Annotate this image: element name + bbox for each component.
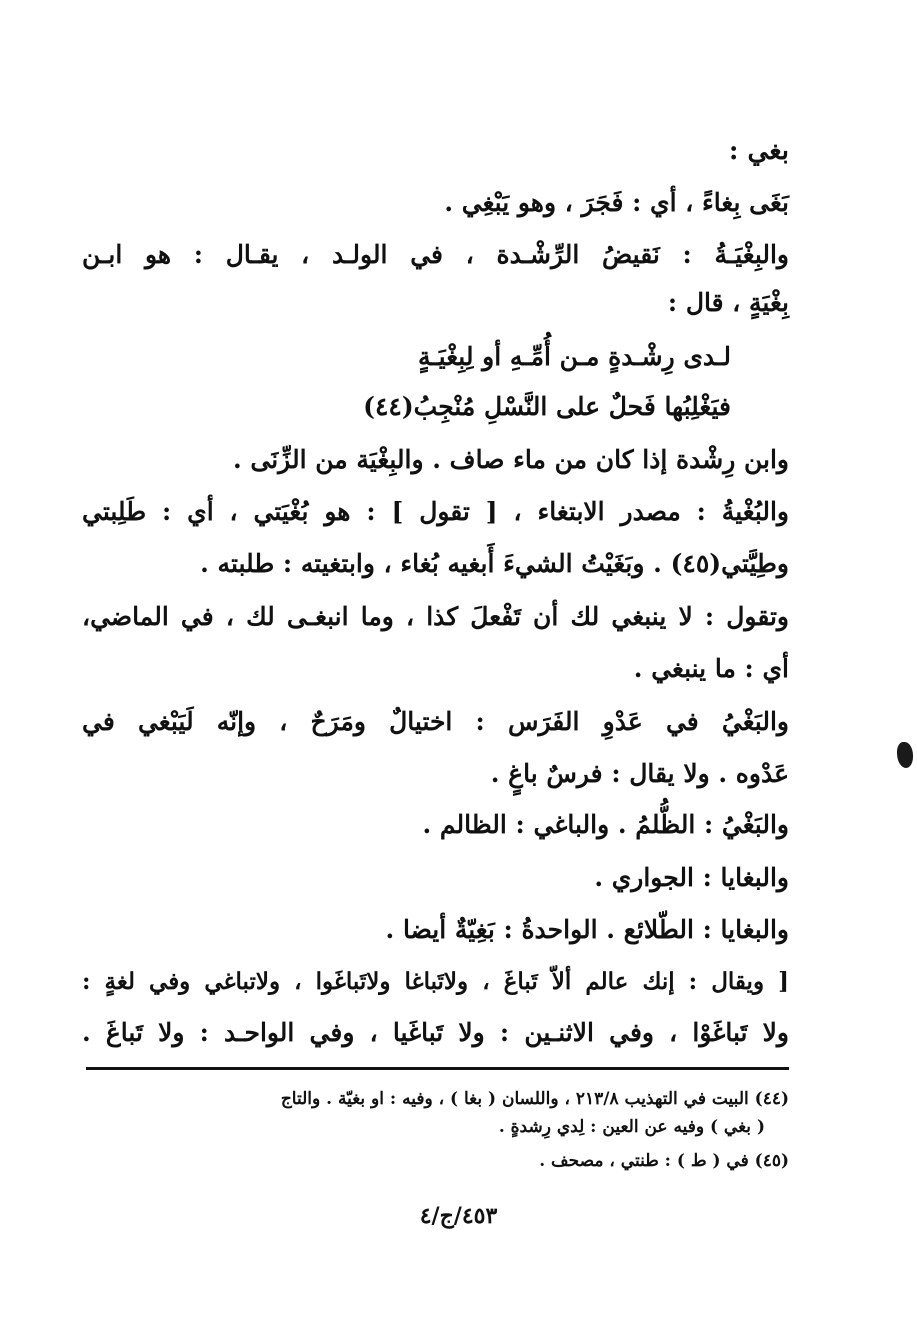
- paragraph-line: والبَغْيُ : الظُّلمُ . والباغي : الظالم .: [422, 810, 789, 839]
- page-number: ٤٥٣/ج/٤: [419, 1203, 498, 1229]
- paragraph-line: أي : ما ينبغي .: [633, 654, 789, 683]
- footnote: ( بغي ) وفيه عن العين : لِدي رِشدةٍ .: [498, 1117, 765, 1137]
- paragraph-line: والبُغْيةُ : مصدر الابتغاء ، [ تقول ] : هو بُغْيَتي ، أي : طَلِبتي: [82, 497, 789, 526]
- paragraph-line: بَغَى بِغاءً ، أي : فَجَرَ ، وهو يَبْغِي .: [444, 188, 789, 217]
- paragraph-line: وطِيَّتي(٤٥) . وبَغَيْتُ الشيءَ أَبغيه بُغاء ، وابتغيته : طلبته .: [200, 549, 789, 578]
- paragraph-line: عَدْوه . ولا يقال : فرسٌ باغٍ .: [490, 759, 789, 788]
- ink-smudge: [897, 742, 913, 768]
- footnote-divider: [86, 1067, 789, 1070]
- paragraph-line: وابن رِشْدة إذا كان من ماء صاف . والبِغْيَة من الزِّنَى .: [232, 445, 789, 474]
- paragraph-line: [ ويقال : إنك عالم ألاّ تَباغَ ، ولاتَباغا ولاتَباغَوا ، ولاتباغي وفي لغةٍ :: [82, 968, 789, 995]
- entry-heading: بغي :: [728, 136, 789, 166]
- poem-verse-second-hemistich: فيَغْلِبُها فَحلٌ على النَّسْلِ مُنْجِبُ(٤٤): [363, 392, 731, 421]
- paragraph-line: والبغايا : الطّلائع . الواحدةُ : بَغِيّةٌ أيضا .: [385, 915, 789, 944]
- poem-verse-first-hemistich: لـدى رِشْـدةٍ مـن أُمِّـهِ أو لِبِغْيَـةٍ: [417, 342, 731, 371]
- paragraph-line: والبغايا : الجواري .: [594, 863, 789, 892]
- paragraph-line: والبَغْيُ في عَدْوِ الفَرَس : اختيالٌ ومَرَحٌ ، وإنّه لَيَبْغي في: [82, 707, 789, 736]
- paragraph-line: ولا تَباغَوْا ، وفي الاثنـين : ولا تَباغَيا ، وفي الواحـد : ولا تَباغَ .: [82, 1018, 789, 1047]
- paragraph-line: بِغْيَةٍ ، قال :: [667, 288, 789, 317]
- footnote: (٤٥) في ( ط ) : طنتي ، مصحف .: [539, 1151, 789, 1171]
- footnote: (٤٤) البيت في التهذيب ٢١٣/٨ ، واللسان ( بغا ) ، وفيه : او بغيّة . والتاج: [280, 1089, 789, 1109]
- paragraph-line: وتقول : لا ينبغي لك أن تَفْعلَ كذا ، وما انبغـى لك ، في الماضي،: [82, 602, 789, 631]
- paragraph-line: والبِغْيَـةُ : نَقيضُ الرِّشْـدة ، في الولـد ، يقـال : هو ابـن: [82, 240, 789, 269]
